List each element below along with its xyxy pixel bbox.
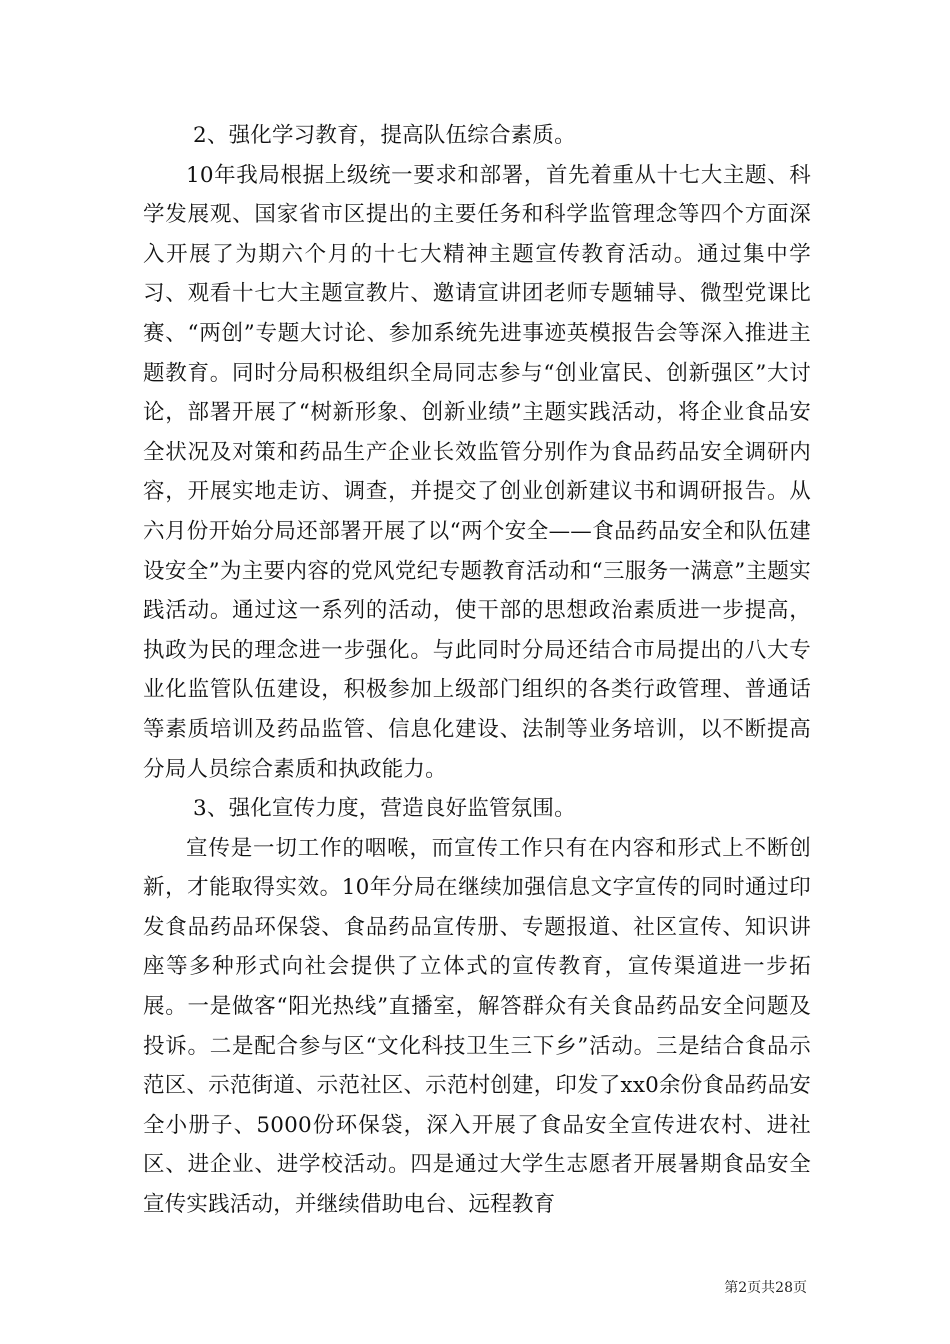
section-heading-3: 3、强化宣传力度，营造良好监管氛围。: [193, 796, 576, 822]
paragraph-publicity: 宣传是一切工作的咽喉，而宣传工作只有在内容和形式上不断创新，才能取得实效。10年分局在继续加强信息文字宣传的同时通过印发食品药品环保袋、食品药品宣传册、专题报道、社区宣传、知识讲座等多种形式向社会提供了立体式的宣传教育，宣传渠道进一步拓展。一是做客“阳光热线”直播室，解答群众有关食品药品安全问题及投诉。二是配合参与区“文化科技卫生三下乡”活动。三是结合食品示范区、示范街道、示范社区、示范村创建，印发了xx0余份食品药品安全小册子、5000份环保袋，深入开展了食品安全宣传进农村、进社区、进企业、进学校活动。四是通过大学生志愿者开展暑期食品安全宣传实践活动，并继续借助电台、远程教育: [143, 835, 811, 1218]
page-number: 第2页共28页: [724, 1280, 807, 1296]
section-heading-2: 2、强化学习教育，提高队伍综合素质。: [193, 123, 576, 148]
document-body: [143, 116, 811, 1225]
paragraph-study-education: 10年我局根据上级统一要求和部署，首先着重从十七大主题、科学发展观、国家省市区提出的主要任务和科学监管理念等四个方面深入开展了为期六个月的十七大精神主题宣传教育活动。通过集中学习、观看十七大主题宣教片、邀请宣讲团老师专题辅导、微型党课比赛、“两创”专题大讨论、参加系统先进事迹英模报告会等深入推进主题教育。同时分局积极组织全局同志参与“创业富民、创新强区”大讨论，部署开展了“树新形象、创新业绩”主题实践活动，将企业食品安全状况及对策和药品生产企业长效监管分别作为食品药品安全调研内容，开展实地走访、调查，并提交了创业创新建议书和调研报告。从六月份开始分局还部署开展了以“两个安全——食品药品安全和队伍建设安全”为主要内容的党风党纪专题教育活动和“三服务一满意”主题实践活动。通过这一系列的活动，使干部的思想政治素质进一步提高，执政为民的理念进一步强化。与此同时分局还结合市局提出的八大专业化监管队伍建设，积极参加上级部门组织的各类行政管理、普通话等素质培训及药品监管、信息化建设、法制等业务培训，以不断提高分局人员综合素质和执政能力。: [143, 162, 811, 782]
